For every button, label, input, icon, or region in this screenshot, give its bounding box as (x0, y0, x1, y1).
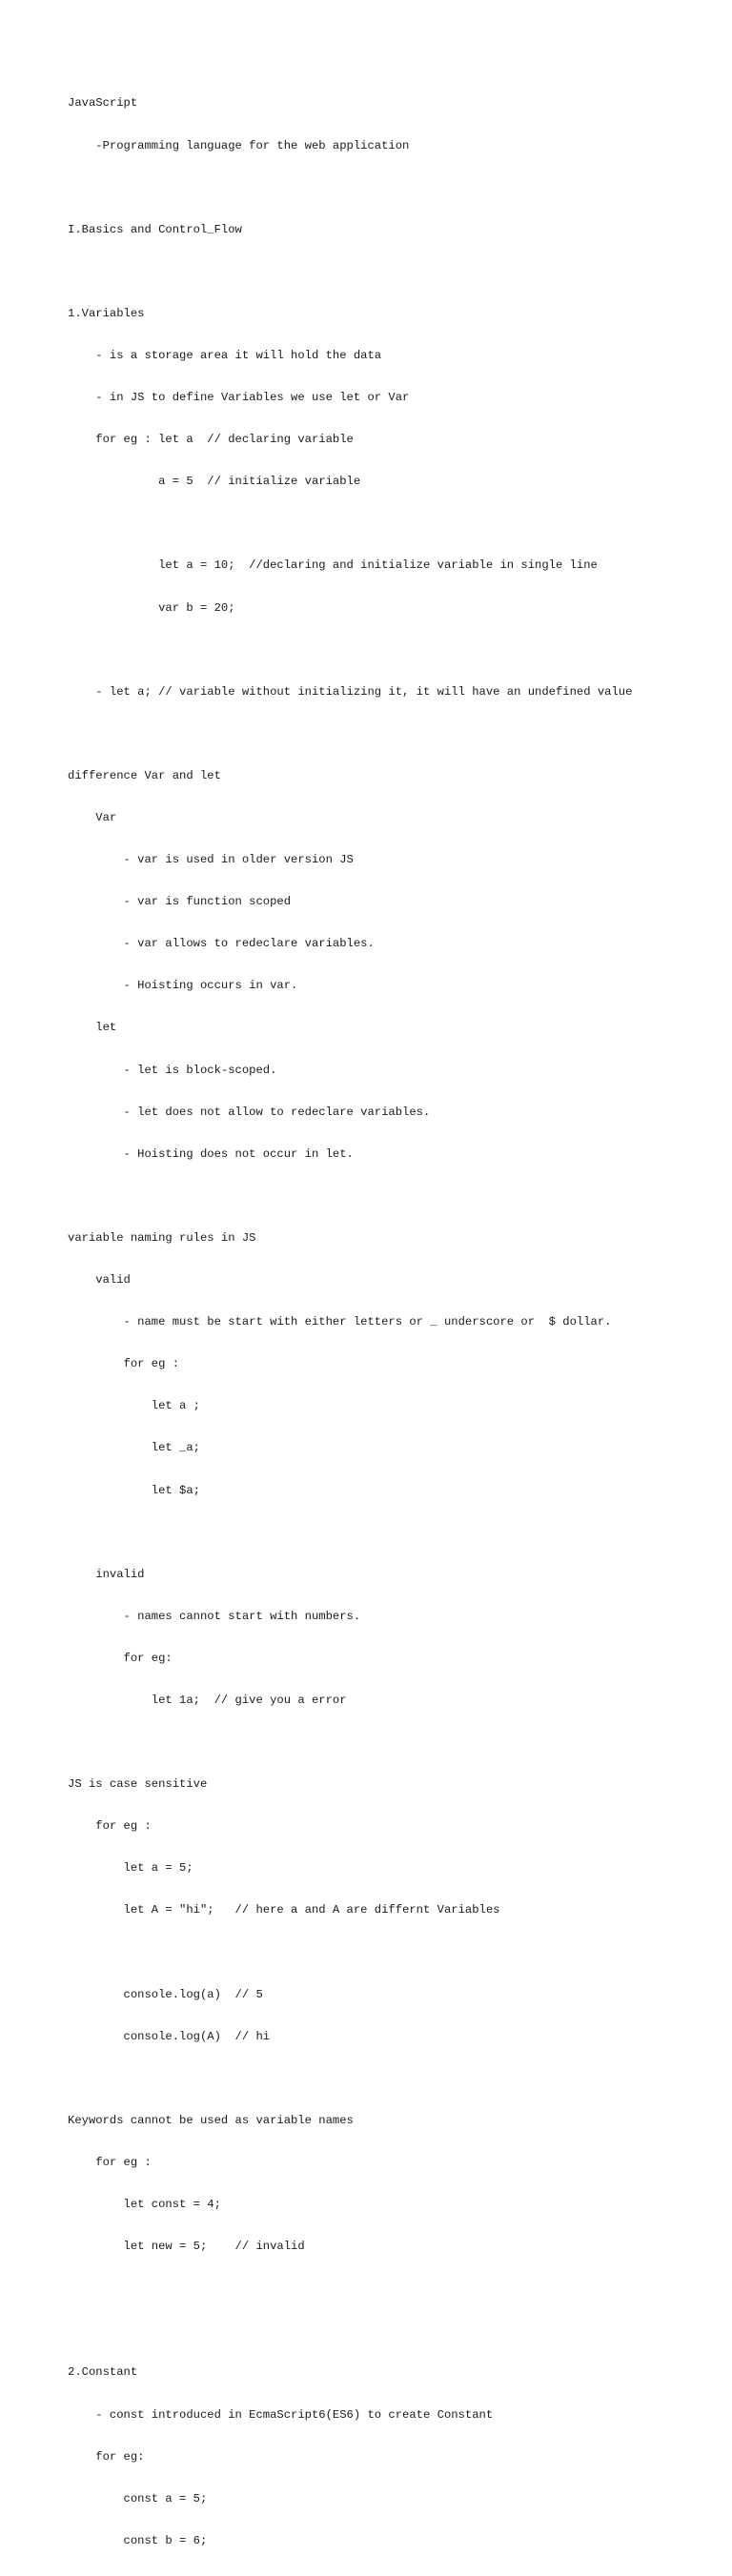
text-line: - Hoisting occurs in var. (68, 979, 298, 993)
text-line: for eg : (68, 2156, 152, 2169)
blank-line (68, 727, 632, 741)
text-line: for eg: (68, 1651, 173, 1665)
code-line: const a = 5; (68, 2491, 208, 2505)
subsection-heading: Keywords cannot be used as variable names (68, 2113, 354, 2127)
code-line: let a = 5; (68, 1861, 193, 1876)
blank-line (68, 2323, 632, 2338)
code-line: console.log(a) // 5 (68, 1987, 263, 2001)
blank-line (68, 1946, 632, 1960)
code-line: console.log(A) // hi (68, 2029, 271, 2043)
text-line: let (68, 1021, 117, 1035)
blank-line (68, 643, 632, 658)
code-line: let new = 5; // invalid (68, 2240, 305, 2254)
text-line: - var allows to redeclare variables. (68, 937, 375, 951)
code-line: let _a; (68, 1441, 200, 1455)
text-line: - var is function scoped (68, 895, 292, 909)
text-line: -Programming language for the web application (68, 138, 410, 152)
subsection-heading: JS is case sensitive (68, 1777, 208, 1792)
code-line: let $a; (68, 1483, 200, 1497)
text-line: for eg : (68, 1819, 152, 1834)
code-line: const b = 6; (68, 2533, 208, 2547)
text-line: - let does not allow to redeclare variables. (68, 1105, 431, 1119)
text-line: - in JS to define Variables we use let or Var (68, 391, 410, 405)
code-line: let a = 10; //declaring and initialize variable in single line (68, 558, 598, 573)
text-line: Var (68, 811, 117, 824)
text-line: - var is used in older version JS (68, 853, 354, 867)
section-heading: I.Basics and Control_Flow (68, 222, 242, 236)
text-line: invalid (68, 1567, 145, 1581)
text-line: - is a storage area it will hold the data (68, 348, 382, 362)
blank-line (68, 1526, 632, 1540)
code-line: let A = "hi"; // here a and A are differnt Variables (68, 1903, 500, 1917)
code-line: let 1a; // give you a error (68, 1693, 347, 1707)
blank-line (68, 517, 632, 531)
subsection-heading: 2.Constant (68, 2365, 138, 2380)
document-title: JavaScript (68, 96, 138, 111)
blank-line (68, 1735, 632, 1750)
document-body (68, 69, 632, 2576)
code-line: a = 5 // initialize variable (68, 475, 361, 489)
text-line: valid (68, 1273, 131, 1288)
code-line: let const = 4; (68, 2198, 221, 2212)
subsection-heading: variable naming rules in JS (68, 1230, 256, 1245)
blank-line (68, 1189, 632, 1204)
text-line: - names cannot start with numbers. (68, 1609, 361, 1623)
text-line: - Hoisting does not occur in let. (68, 1146, 354, 1161)
subsection-heading: 1.Variables (68, 306, 145, 320)
blank-line (68, 265, 632, 279)
blank-line (68, 181, 632, 195)
text-line: - const introduced in EcmaScript6(ES6) to create Constant (68, 2407, 494, 2422)
blank-line (68, 2282, 632, 2296)
text-line: - let a; // variable without initializing it, it will have an undefined value (68, 684, 633, 699)
blank-line (68, 2072, 632, 2086)
subsection-heading: difference Var and let (68, 768, 221, 782)
text-line: for eg: (68, 2449, 145, 2464)
code-line: let a ; (68, 1399, 200, 1413)
text-line: - name must be start with either letters or _ underscore or $ dollar. (68, 1315, 612, 1329)
text-line: for eg : (68, 1357, 180, 1371)
code-line: var b = 20; (68, 600, 235, 615)
code-line: for eg : let a // declaring variable (68, 433, 354, 447)
text-line: - let is block-scoped. (68, 1063, 277, 1077)
